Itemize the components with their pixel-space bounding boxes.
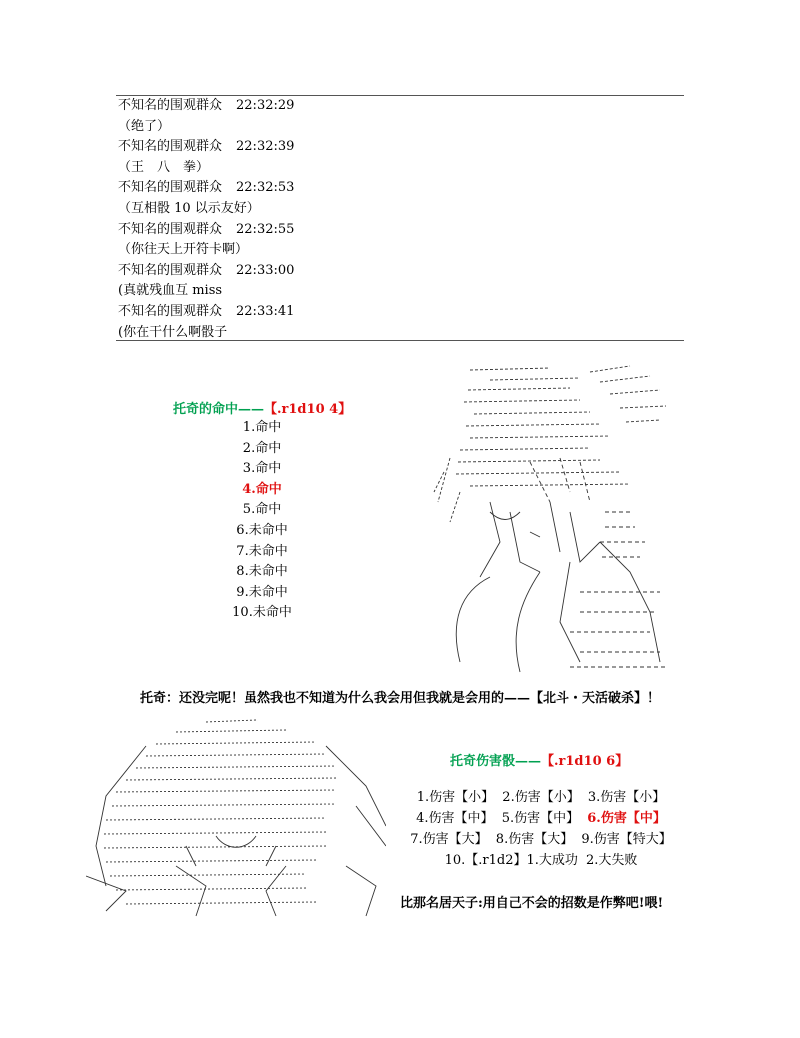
list-item: 3.伤害【小】 (587, 790, 666, 805)
list-item: 7.未命中 (236, 543, 288, 559)
list-item: 2.大失败 (586, 853, 638, 868)
toki-ascii-art (430, 362, 670, 680)
list-item: 2.命中 (242, 440, 282, 456)
list-item: 1.伤害【小】 (416, 790, 495, 805)
chat-log (118, 96, 678, 343)
damage-roll-title: 托奇伤害骰——【.r1d10 6】 (450, 754, 629, 769)
list-item: 4.伤害【中】 (416, 811, 494, 826)
hit-roll-title: 托奇的命中——【.r1d10 4】 (173, 402, 352, 417)
chat-header: 不知名的围观群众 22:32:53 (118, 180, 295, 196)
damage-row (396, 829, 686, 850)
list-item: 10.未命中 (232, 605, 292, 621)
list-item: 3.命中 (242, 461, 282, 477)
chat-header: 不知名的围观群众 22:32:39 (118, 139, 295, 155)
toki-speech: 托奇：还没完呢！虽然我也不知道为什么我会用但我就是会用的——【北斗・天活破杀】！ (139, 691, 661, 706)
list-item: 9.未命中 (236, 584, 288, 600)
chat-message: （互相骰 10 以示友好） (118, 200, 260, 216)
chat-header: 不知名的围观群众 22:33:41 (118, 303, 295, 319)
chat-message: （王 八 拳） (118, 159, 210, 175)
list-item: 8.伤害【大】 (495, 832, 574, 847)
list-item-highlighted: 6.伤害【中】 (587, 811, 666, 826)
list-item: 7.伤害【大】 (410, 832, 488, 847)
list-item: 9.伤害【特大】 (581, 832, 672, 847)
chat-header: 不知名的围观群众 22:33:00 (118, 262, 295, 278)
tenshi-line: 比那名居天子:用自己不会的招数是作弊吧!喂! (400, 896, 664, 911)
list-item-highlighted: 4.命中 (242, 481, 282, 497)
chat-message: （你往天上开符卡啊） (118, 242, 249, 258)
hit-roll-list (200, 418, 324, 624)
chat-message: (真就残血互 miss (118, 283, 223, 299)
list-item: 5.命中 (242, 502, 282, 518)
list-item: 8.未命中 (236, 564, 288, 580)
list-item: 6.未命中 (236, 522, 288, 538)
bottom-rule (116, 340, 684, 341)
list-item: 5.伤害【中】 (501, 811, 580, 826)
damage-row (396, 808, 686, 829)
chat-header: 不知名的围观群众 22:32:55 (118, 221, 295, 237)
chat-header: 不知名的围观群众 22:32:29 (118, 98, 295, 113)
damage-row (396, 850, 686, 871)
list-item: 10.【.r1d2】1.大成功 (444, 853, 578, 868)
tenshi-ascii-art (86, 716, 386, 920)
damage-row (396, 787, 686, 808)
chat-message: （绝了） (118, 118, 171, 134)
list-item: 1.命中 (242, 420, 282, 435)
chat-message: (你在干什么啊骰子 (118, 324, 228, 340)
damage-roll-list (396, 787, 686, 871)
list-item: 2.伤害【小】 (502, 790, 580, 805)
